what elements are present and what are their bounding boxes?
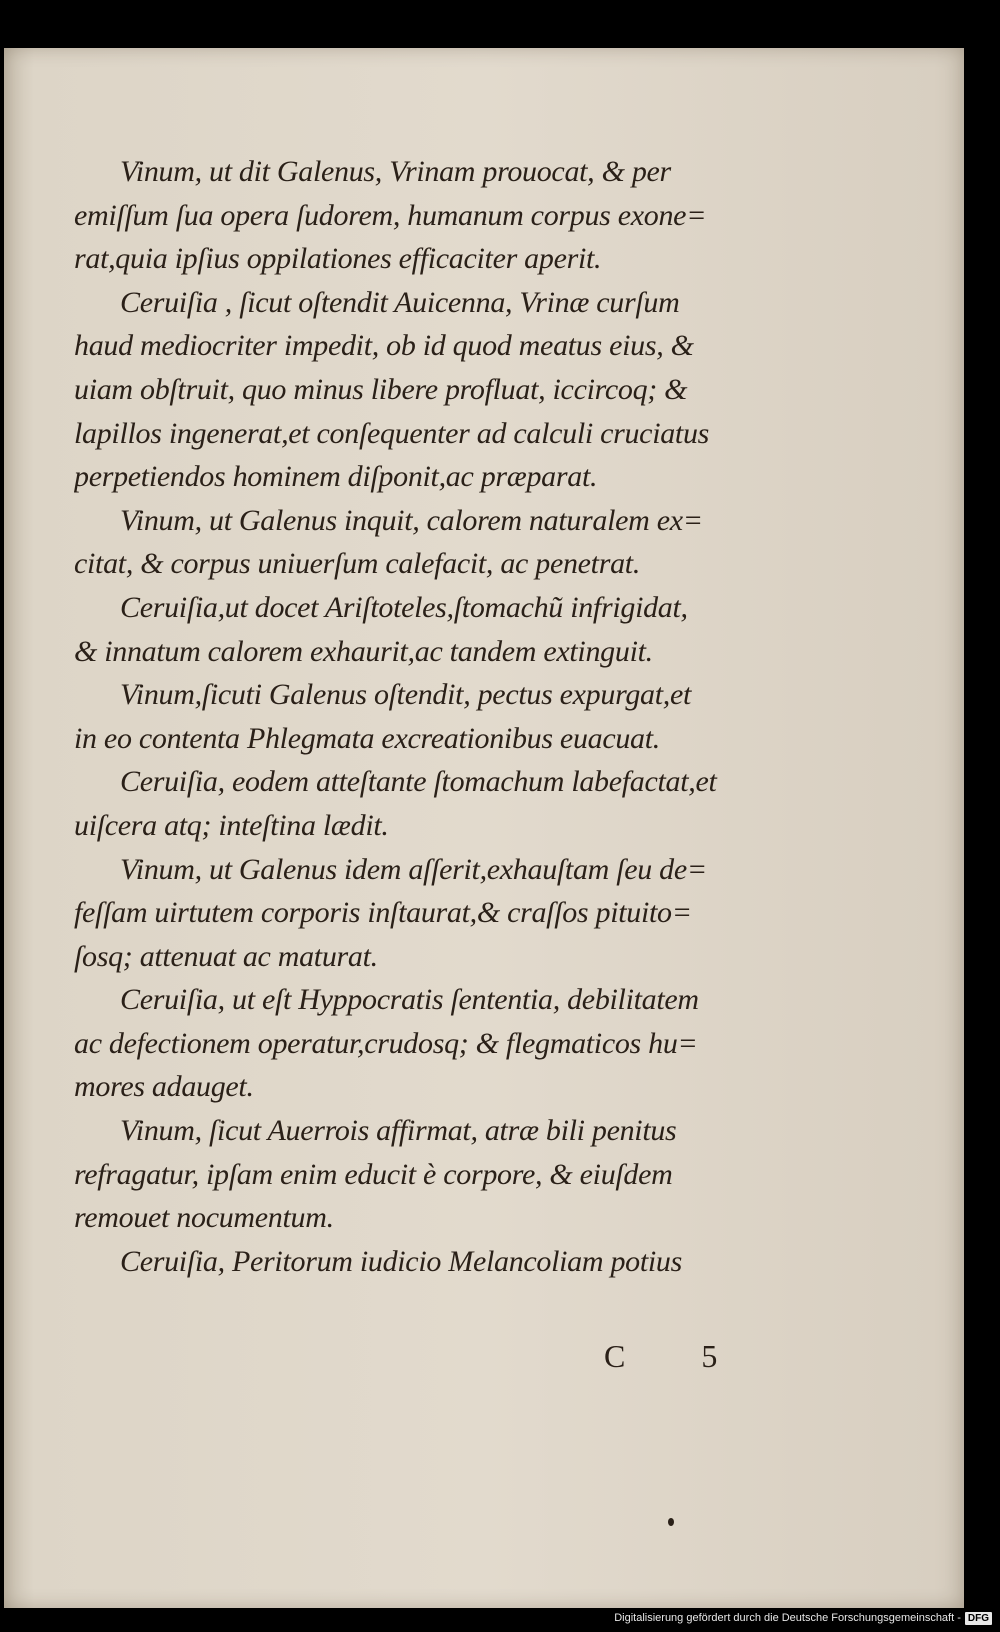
footer-credit-text: Digitalisierung gefördert durch die Deutsche Forschungsgemeinschaft - — [614, 1612, 961, 1624]
text-line: & innatum calorem exhaurit,ac tandem extinguit. — [74, 634, 653, 668]
text-line: Vinum, ut dit Galenus, Vrinam prouocat, & per — [120, 155, 671, 188]
paragraph-6 — [74, 760, 784, 847]
text-line: in eo contenta Phlegmata excreationibus euacuat. — [74, 721, 660, 755]
text-line: mores adauget. — [74, 1070, 254, 1104]
signature-mark: C 5 — [604, 1338, 752, 1374]
text-line: perpetiendos hominem diſponit,ac præparat. — [74, 460, 598, 494]
dfg-logo-icon: DFG — [965, 1612, 992, 1625]
paragraph-7 — [74, 848, 784, 979]
ink-speck — [668, 1518, 674, 1526]
text-line: Ceruiſia, Peritorum iudicio Melancoliam potius — [120, 1244, 682, 1278]
paragraph-10 — [74, 1240, 784, 1284]
paragraph-5 — [74, 673, 784, 760]
book-page — [4, 48, 964, 1608]
paragraph-3 — [74, 499, 784, 586]
text-line: Vinum, ut Galenus idem aſſerit,exhauſtam ſeu de= — [120, 852, 707, 886]
text-line: refragatur, ipſam enim educit è corpore, & eiuſdem — [74, 1157, 673, 1191]
text-line: uiſcera atq; inteſtina lædit. — [74, 808, 389, 842]
text-line: Vinum,ſicuti Galenus oſtendit, pectus expurgat,et — [120, 678, 692, 712]
text-line: Vinum, ſicut Auerrois affirmat, atræ bili penitus — [120, 1114, 677, 1148]
text-line: Ceruiſia,ut docet Ariſtoteles,ſtomachũ infrigidat, — [120, 590, 688, 624]
paragraph-1 — [74, 150, 784, 281]
text-line: ac defectionem operatur,crudosq; & flegmaticos hu= — [74, 1026, 698, 1060]
text-line: Ceruiſia, ut eſt Hyppocratis ſententia, debilitatem — [120, 983, 699, 1017]
text-line: lapillos ingenerat,et conſequenter ad calculi cruciatus — [74, 416, 710, 450]
text-line: citat, & corpus uniuerſum calefacit, ac penetrat. — [74, 547, 641, 581]
text-line: Ceruiſia , ſicut oſtendit Auicenna, Vrinæ curſum — [120, 285, 680, 319]
text-line: feſſam uirtutem corporis inſtaurat,& craſſos pituito= — [74, 896, 692, 930]
paragraph-2 — [74, 281, 784, 499]
text-line: rat,quia ipſius oppilationes efficaciter aperit. — [74, 242, 602, 276]
text-line: haud mediocriter impedit, ob id quod meatus eius, & — [74, 329, 694, 363]
text-line: uiam obſtruit, quo minus libere profluat, iccircoq; & — [74, 372, 688, 406]
text-line: Vinum, ut Galenus inquit, calorem naturalem ex= — [120, 503, 703, 537]
digitization-footer — [614, 1608, 992, 1628]
paragraph-4 — [74, 586, 784, 673]
paragraph-8 — [74, 978, 784, 1109]
text-line: emiſſum ſua opera ſudorem, humanum corpus exone= — [74, 198, 707, 232]
text-line: remouet nocumentum. — [74, 1201, 334, 1235]
text-line: Ceruiſia, eodem atteſtante ſtomachum labefactat,et — [120, 765, 717, 799]
text-line: ſosq; attenuat ac maturat. — [74, 939, 378, 973]
paragraph-9 — [74, 1109, 784, 1240]
page-body-text — [74, 150, 784, 1283]
